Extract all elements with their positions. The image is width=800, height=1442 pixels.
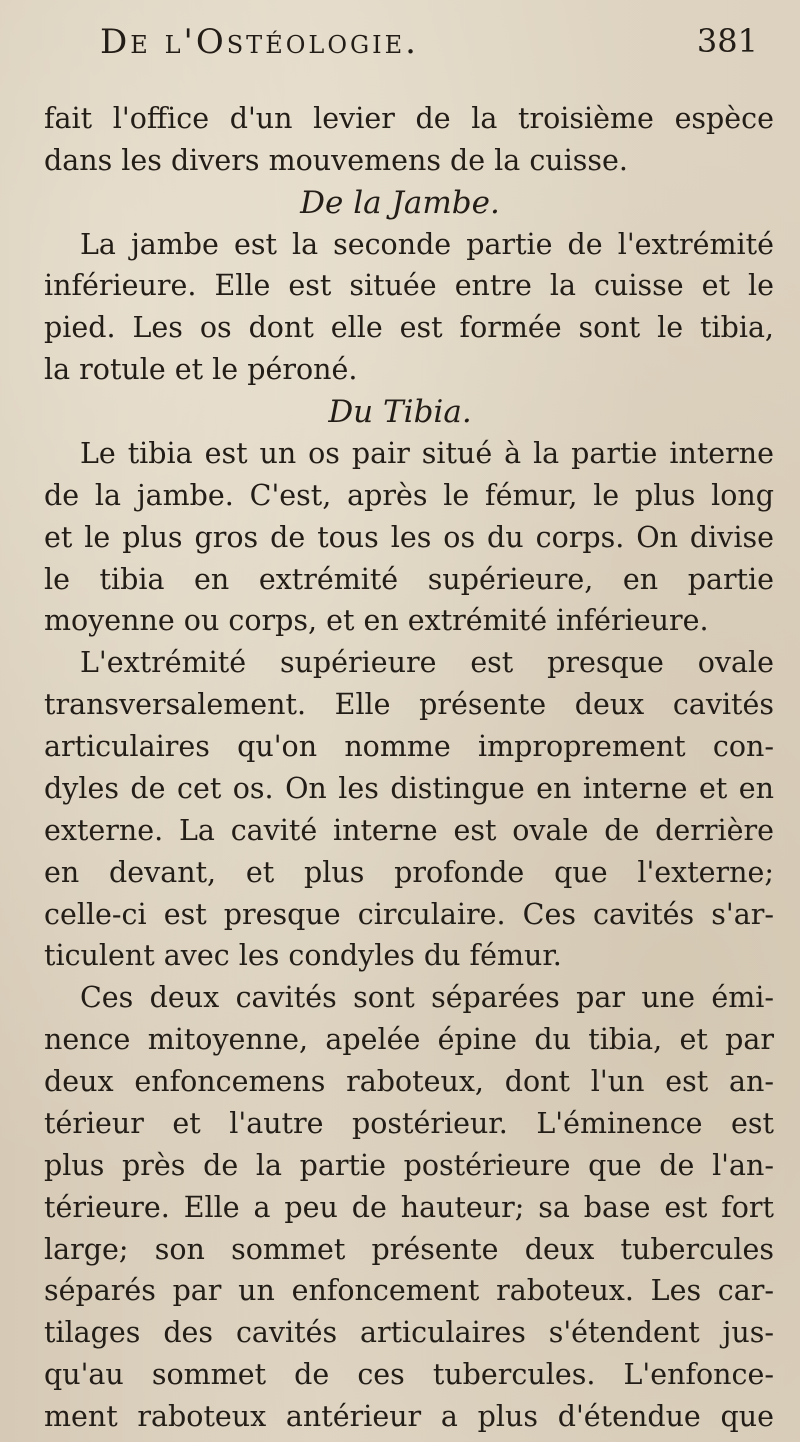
text-line: large; son sommet présente deux tubercules xyxy=(44,1233,774,1266)
text-line: plus près de la partie postérieure que de l'an- xyxy=(44,1149,774,1182)
text-line: articulaires qu'on nomme improprement con- xyxy=(44,730,774,763)
text-line: tilages des cavités articulaires s'étendent jus- xyxy=(44,1316,774,1349)
running-head xyxy=(0,22,800,66)
text-line: de la jambe. C'est, après le fémur, le plus long xyxy=(44,479,774,512)
text-line: dyles de cet os. On les distingue en interne et en xyxy=(44,772,774,805)
text-line: externe. La cavité interne est ovale de derrière xyxy=(44,814,774,847)
page-number: 381 xyxy=(696,22,758,60)
text-line: moyenne ou corps, et en extrémité inférieure. xyxy=(44,604,709,637)
text-line: L'extrémité supérieure est presque ovale xyxy=(80,646,774,679)
text-line: fait l'office d'un levier de la troisième espèce xyxy=(44,102,774,135)
text-line: Le tibia est un os pair situé à la partie interne xyxy=(80,437,774,470)
text-line: le tibia en extrémité supérieure, en partie xyxy=(44,563,774,596)
text-line-overflow: ment raboteux antérieur a plus d'étendue que xyxy=(44,1400,774,1433)
text-line: pied. Les os dont elle est formée sont le tibia, xyxy=(44,311,774,344)
text-line: térieure. Elle a peu de hauteur; sa base est fort xyxy=(44,1191,774,1224)
text-line: celle-ci est presque circulaire. Ces cavités s'ar- xyxy=(44,898,774,931)
text-line: la rotule et le péroné. xyxy=(44,353,358,386)
text-line: transversalement. Elle présente deux cavités xyxy=(44,688,774,721)
section-heading-jambe: De la Jambe. xyxy=(300,185,500,221)
text-line: inférieure. Elle est située entre la cuisse et le xyxy=(44,269,774,302)
section-heading-tibia: Du Tibia. xyxy=(328,394,472,430)
text-line: dans les divers mouvemens de la cuisse. xyxy=(44,144,628,177)
text-line: en devant, et plus profonde que l'externe; xyxy=(44,856,774,889)
text-line: séparés par un enfoncement raboteux. Les car- xyxy=(44,1274,774,1307)
text-line: deux enfoncemens raboteux, dont l'un est an- xyxy=(44,1065,774,1098)
text-line: Ces deux cavités sont séparées par une émi- xyxy=(80,981,774,1014)
running-title: De l'Ostéologie. xyxy=(100,22,419,62)
text-line: qu'au sommet de ces tubercules. L'enfonce- xyxy=(44,1358,774,1391)
text-line: ticulent avec les condyles du fémur. xyxy=(44,939,562,972)
text-line: nence mitoyenne, apelée épine du tibia, et par xyxy=(44,1023,774,1056)
text-line: et le plus gros de tous les os du corps. On divise xyxy=(44,521,774,554)
text-line: térieur et l'autre postérieur. L'éminence est xyxy=(44,1107,774,1140)
text-line: La jambe est la seconde partie de l'extrémité xyxy=(80,228,774,261)
